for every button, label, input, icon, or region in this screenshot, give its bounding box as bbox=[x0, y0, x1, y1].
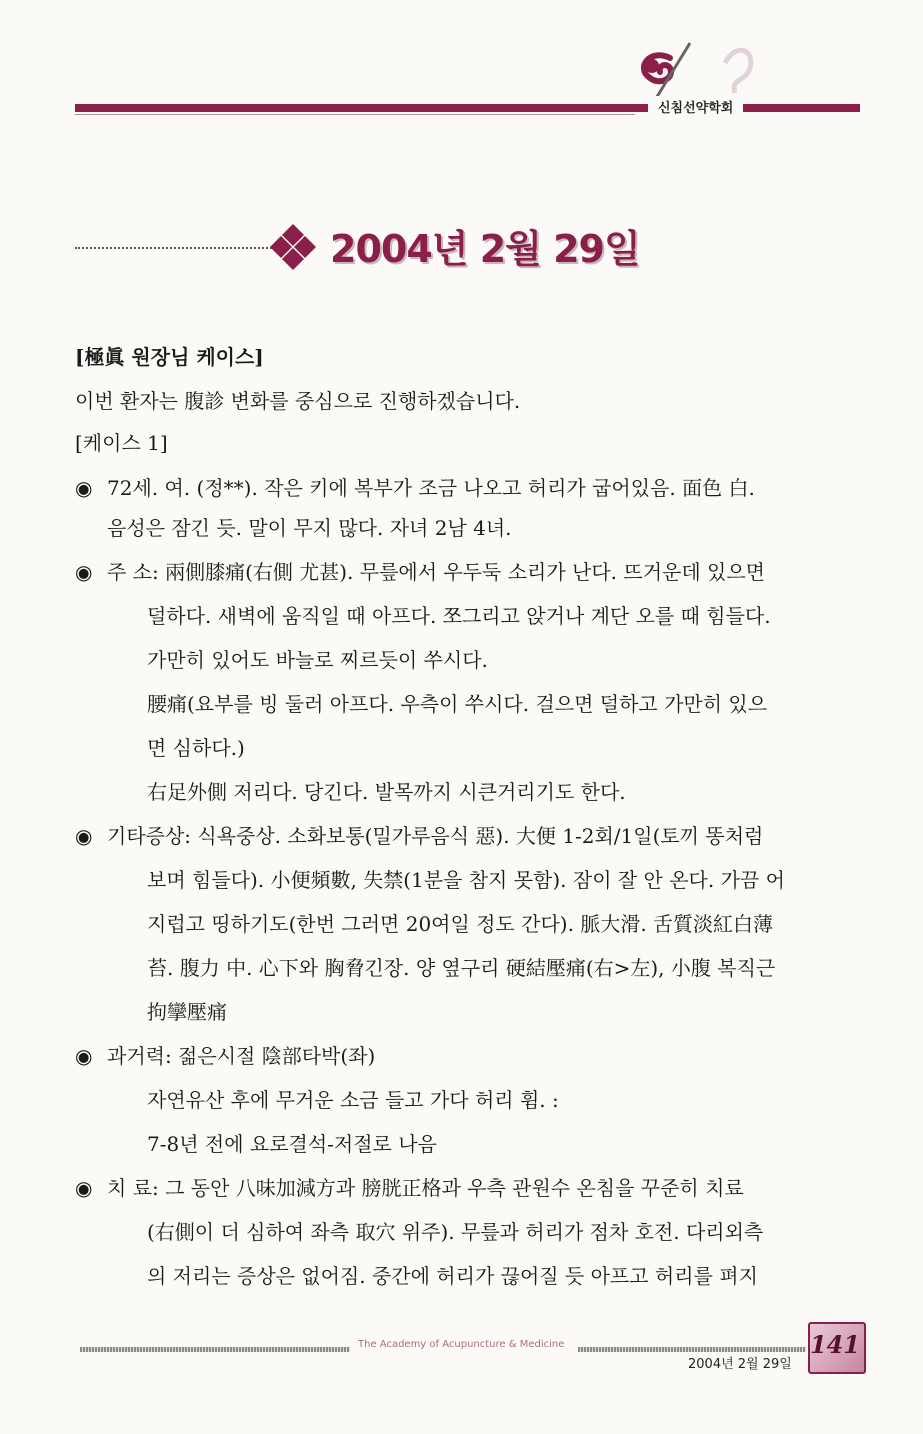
chief-complaint-line: 덜하다. 새벽에 움직일 때 아프다. 쪼그리고 앉거나 계단 오를 때 힘들다. bbox=[147, 604, 771, 628]
intro-text: 이번 환자는 腹診 변화를 중심으로 진행하겠습니다. bbox=[75, 389, 521, 413]
other-symptoms-line: 苔. 腹力 中. 心下와 胸脅긴장. 양 옆구리 硬結壓痛(右>左), 小腹 복직근 bbox=[147, 956, 776, 980]
other-symptoms-line: 기타증상: 식욕중상. 소화보통(밀가루음식 惡). 大便 1-2회/1일(토끼 똥처럼 bbox=[107, 824, 764, 848]
past-history-line: 7-8년 전에 요로결석-저절로 나음 bbox=[147, 1132, 437, 1156]
past-history-line: 과거력: 젊은시절 陰部타박(좌) bbox=[107, 1044, 376, 1068]
lumbago-line: 면 심하다.) bbox=[147, 736, 245, 760]
page-title: 2004년 2월 29일 bbox=[330, 227, 640, 271]
diamond-ornament-icon bbox=[268, 222, 318, 272]
leg-numbness-line: 右足外側 저리다. 당긴다. 발목까지 시큰거리기도 한다. bbox=[147, 780, 626, 804]
lumbago-line: 腰痛(요부를 빙 둘러 아프다. 우측이 쑤시다. 걸으면 덜하고 가만히 있으 bbox=[147, 692, 768, 716]
bullet-icon: ◉ bbox=[75, 1044, 93, 1068]
bullet-icon: ◉ bbox=[75, 560, 93, 584]
title-dotted-rule bbox=[75, 247, 275, 249]
past-history-line: 자연유산 후에 무거운 소금 들고 가다 허리 휨. : bbox=[147, 1088, 559, 1112]
other-symptoms-line: 보며 힘들다). 小便頻數, 失禁(1분을 참지 못함). 잠이 잘 안 온다. 가끔 어 bbox=[147, 868, 785, 892]
footer-academy-name: The Academy of Acupuncture & Medicine bbox=[358, 1339, 565, 1350]
other-symptoms-line: 지럽고 띵하기도(한번 그러면 20여일 정도 간다). 脈大滑. 舌質淡紅白薄 bbox=[147, 912, 774, 936]
footer-rule-right bbox=[578, 1347, 806, 1352]
bullet-icon: ◉ bbox=[75, 476, 93, 500]
treatment-line: 의 저리는 증상은 없어짐. 중간에 허리가 끊어질 듯 아프고 허리를 펴지 bbox=[147, 1264, 758, 1288]
treatment-line: (右側이 더 심하여 좌측 取穴 위주). 무릎과 허리가 점차 호전. 다리외측 bbox=[147, 1220, 764, 1244]
case-label: [케이스 1] bbox=[75, 431, 168, 455]
section-label: [極眞 원장님 케이스] bbox=[75, 345, 264, 369]
footer-date: 2004년 2월 29일 bbox=[688, 1357, 792, 1372]
bullet-icon: ◉ bbox=[75, 1176, 93, 1200]
chief-complaint-line: 가만히 있어도 바늘로 찌르듯이 쑤시다. bbox=[147, 648, 488, 672]
footer-rule-left bbox=[80, 1347, 350, 1352]
society-name: 신침선약학회 bbox=[648, 96, 743, 122]
patient-info-line: 음성은 잠긴 듯. 말이 무지 많다. 자녀 2남 4녀. bbox=[107, 516, 512, 540]
chief-complaint-line: 주 소: 兩側膝痛(右側 尤甚). 무릎에서 우두둑 소리가 난다. 뜨거운데 있으면 bbox=[107, 560, 765, 584]
patient-info-line: 72세. 여. (정**). 작은 키에 복부가 조금 나오고 허리가 굽어있음. 面色 白. bbox=[107, 476, 755, 500]
treatment-line: 치 료: 그 동안 八味加減方과 膀胱正格과 우측 관원수 온침을 꾸준히 치료 bbox=[107, 1176, 744, 1200]
bullet-icon: ◉ bbox=[75, 824, 93, 848]
other-symptoms-line: 拘攣壓痛 bbox=[147, 1000, 227, 1024]
page-number: 141 bbox=[809, 1330, 861, 1359]
